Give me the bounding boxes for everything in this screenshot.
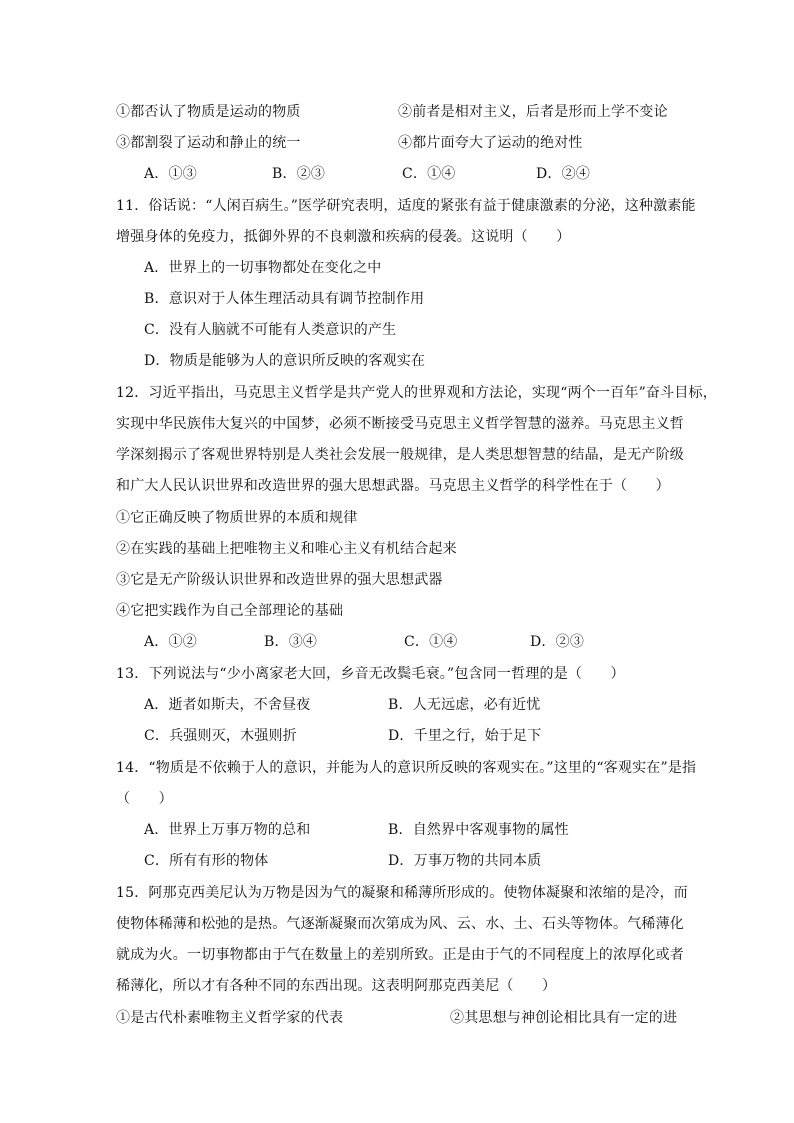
q15-option-2: ②其思想与神创论相比具有一定的进 (450, 1010, 678, 1026)
q12-choice-d: D．②③ (530, 634, 585, 650)
q14-choice-c: C．所有有形的物体 (144, 853, 269, 869)
q11-stem-line-2: 增强身体的免疫力，抵御外界的不良刺激和疾病的侵袭。这说明（ ） (116, 229, 571, 245)
q10-option-3: ③都割裂了运动和静止的统一 (116, 135, 301, 151)
q10-choice-a: A．①③ (144, 166, 197, 182)
q13-choice-b: B．人无远虑，必有近忧 (388, 697, 541, 713)
q13-choice-d: D．千里之行，始于足下 (388, 728, 542, 744)
q10-choice-c: C．①④ (402, 166, 456, 182)
q10-choice-d: D．②④ (536, 166, 591, 182)
q10-option-4: ④都片面夸大了运动的绝对性 (398, 135, 583, 151)
q14-stem-line-2: （ ） (116, 791, 173, 807)
q12-option-3: ③它是无产阶级认识世界和改造世界的强大思想武器 (116, 572, 443, 588)
q11-stem-line-1: 11．俗话说：“人闲百病生。”医学研究表明，适度的紧张有益于健康激素的分泌，这种激素能 (116, 198, 696, 214)
q15-stem-line-1: 15．阿那克西美尼认为万物是因为气的凝聚和稀薄所形成的。使物体凝聚和浓缩的是冷，而 (116, 885, 689, 901)
q13-choice-c: C．兵强则灭，木强则折 (144, 728, 297, 744)
q12-stem-line-1: 12．习近平指出，马克思主义哲学是共产党人的世界观和方法论，实现“两个一百年”奋斗目标， (116, 385, 717, 401)
q14-choice-d: D．万事万物的共同本质 (388, 853, 542, 869)
q14-stem-line-1: 14．“物质是不依赖于人的意识，并能为人的意识所反映的客观实在。”这里的“客观实在”是指 (116, 760, 697, 776)
q10-option-2: ②前者是相对主义，后者是形而上学不变论 (398, 104, 668, 120)
q12-stem-line-2: 实现中华民族伟大复兴的中国梦，必须不断接受马克思主义哲学智慧的滋养。马克思主义哲 (116, 416, 684, 432)
q13-choice-a: A．逝者如斯夫，不舍昼夜 (144, 697, 311, 713)
q12-stem-line-4: 和广大人民认识世界和改造世界的强大思想武器。马克思主义哲学的科学性在于（ ） (116, 478, 670, 494)
q11-choice-d: D．物质是能够为人的意识所反映的客观实在 (144, 353, 426, 369)
q13-stem: 13．下列说法与“少小离家老大回，乡音无改鬓毛衰。”包含同一哲理的是（ ） (116, 666, 625, 682)
q14-choice-b: B．自然界中客观事物的属性 (388, 822, 569, 838)
q12-choice-b: B．③④ (264, 634, 318, 650)
q10-choice-b: B．②③ (272, 166, 326, 182)
q14-choice-a: A．世界上万事万物的总和 (144, 822, 311, 838)
q12-option-4: ④它把实践作为自己全部理论的基础 (116, 603, 344, 619)
q12-stem-line-3: 学深刻揭示了客观世界特别是人类社会发展一般规律，是人类思想智慧的结晶，是无产阶级 (116, 447, 684, 463)
q11-choice-b: B．意识对于人体生理活动具有调节控制作用 (144, 291, 425, 307)
q12-choice-c: C．①④ (404, 634, 458, 650)
q12-option-2: ②在实践的基础上把唯物主义和唯心主义有机结合起来 (116, 541, 457, 557)
q11-choice-a: A．世界上的一切事物都处在变化之中 (144, 260, 382, 276)
q10-option-1: ①都否认了物质是运动的物质 (116, 104, 301, 120)
q15-stem-line-3: 就成为火。一切事物都由于气在数量上的差别所致。正是由于气的不同程度上的浓厚化或者 (116, 947, 684, 963)
q15-stem-line-4: 稀薄化，所以才有各种不同的东西出现。这表明阿那克西美尼（ ） (116, 978, 557, 994)
q15-stem-line-2: 使物体稀薄和松弛的是热。气逐渐凝聚而次第成为风、云、水、土、石头等物体。气稀薄化 (116, 916, 684, 932)
q12-choice-a: A．①② (144, 634, 197, 650)
q11-choice-c: C．没有人脑就不可能有人类意识的产生 (144, 322, 397, 338)
q15-option-1: ①是古代朴素唯物主义哲学家的代表 (116, 1010, 344, 1026)
q12-option-1: ①它正确反映了物质世界的本质和规律 (116, 510, 358, 526)
